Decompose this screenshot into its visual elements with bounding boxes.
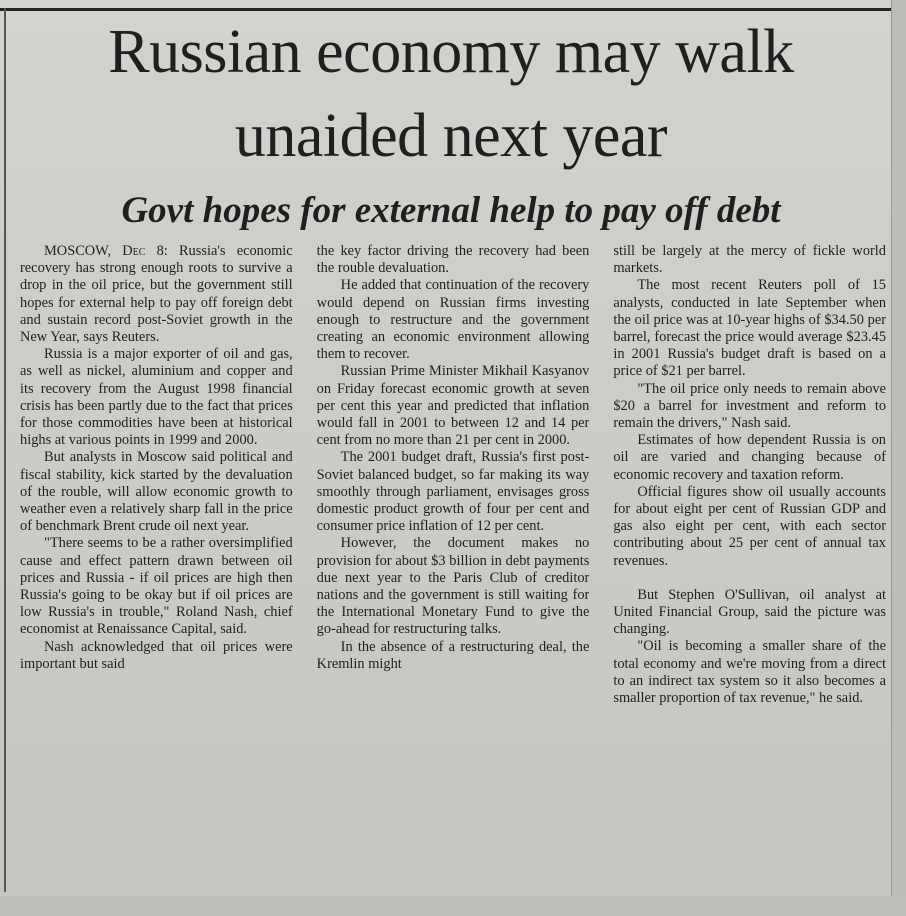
- paragraph: the key factor driving the recovery had been the rouble devaluation.: [316, 243, 590, 277]
- paragraph: But Stephen O'Sullivan, oil analyst at United Financial Group, said the picture was changing.: [613, 586, 887, 638]
- dateline: MOSCOW, Dec 8:: [44, 243, 168, 259]
- paragraph: However, the document makes no provision for about $3 billion in debt payments due next year to the Paris Club of creditor nations and the government is still waiting for the International Monetary Fund to give the go-ahead for restructuring talks.: [316, 535, 590, 638]
- paragraph: But analysts in Moscow said political and fiscal stability, kick started by the devaluation of the rouble, will allow economic growth to weather even a relatively sharp fall in the price of benchmark Brent crude oil next year.: [20, 449, 293, 535]
- paragraph: The most recent Reuters poll of 15 analysts, conducted in late September when the oil price was at 10-year highs of $34.50 per barrel, forecast the price would average $23.45 in 2001 Russia's budget draft is based on a price of $21 per barrel.: [613, 277, 887, 380]
- paragraph: "There seems to be a rather oversimplified cause and effect pattern drawn between oil prices and Russia - if oil prices are high then Russia's going to be okay but if oil prices are low Russia's in trouble," Roland Nash, chief economist at Renaissance Capital, said.: [20, 535, 293, 638]
- adjacent-page-edge: [891, 0, 906, 916]
- paragraph: still be largely at the mercy of fickle world markets.: [613, 243, 887, 277]
- paragraph: "Oil is becoming a smaller share of the total economy and we're moving from a direct to an indirect tax system so it also becomes a smaller proportion of tax revenue," he said.: [613, 638, 887, 707]
- paragraph: Russia is a major exporter of oil and gas, as well as nickel, aluminium and copper and its recovery from the August 1998 financial crisis has been partly due to the fact that prices for those commodities have been at historical highs at various points in 1999 and 2000.: [20, 346, 293, 449]
- paragraph: Russian Prime Minister Mikhail Kasyanov on Friday forecast economic growth at seven per cent this year and predicted that inflation would fall in 2001 to between 12 and 14 per cent from no more than 21 per cent in 2000.: [316, 363, 590, 449]
- paragraph: Nash acknowledged that oil prices were important but said: [20, 638, 293, 672]
- column-3: [613, 243, 886, 893]
- column-2: [317, 243, 590, 893]
- paragraph: In the absence of a restructuring deal, the Kremlin might: [316, 638, 590, 672]
- article-body: [20, 243, 886, 893]
- paragraph: Estimates of how dependent Russia is on oil are varied and changing because of economic recovery and taxation reform.: [613, 432, 887, 483]
- paragraph: "The oil price only needs to remain above $20 a barrel for investment and reform to remain the drivers," Nash said.: [613, 380, 887, 432]
- bottom-margin: [0, 896, 906, 916]
- subheadline: Govt hopes for external help to pay off debt: [121, 190, 781, 231]
- column-1: [20, 243, 293, 893]
- paragraph: Official figures show oil usually accounts for about eight per cent of Russian GDP and gas also eight per cent, with each sector contributing about 25 per cent of annual tax revenues.: [613, 483, 887, 569]
- paragraph: MOSCOW, Dec 8: Russia's economic recovery has strong enough roots to survive a drop in the oil price, but the government still hopes for external help to pay off foreign debt and sustain record post-Soviet growth in the New Year, says Reuters.: [20, 243, 293, 346]
- paragraph: The 2001 budget draft, Russia's first post-Soviet balanced budget, so far making its way smoothly through parliament, envisages gross domestic product growth of four per cent and consumer price inflation of 12 per cent.: [316, 449, 590, 535]
- headline-line-2: unaided next year: [234, 102, 668, 170]
- paragraph: He added that continuation of the recovery would depend on Russian firms investing enough to restructure and the government creating an economic environment allowing them to recover.: [316, 277, 590, 363]
- left-rule: [4, 8, 6, 892]
- headline-line-1: Russian economy may walk: [108, 18, 794, 86]
- headline: [10, 10, 892, 178]
